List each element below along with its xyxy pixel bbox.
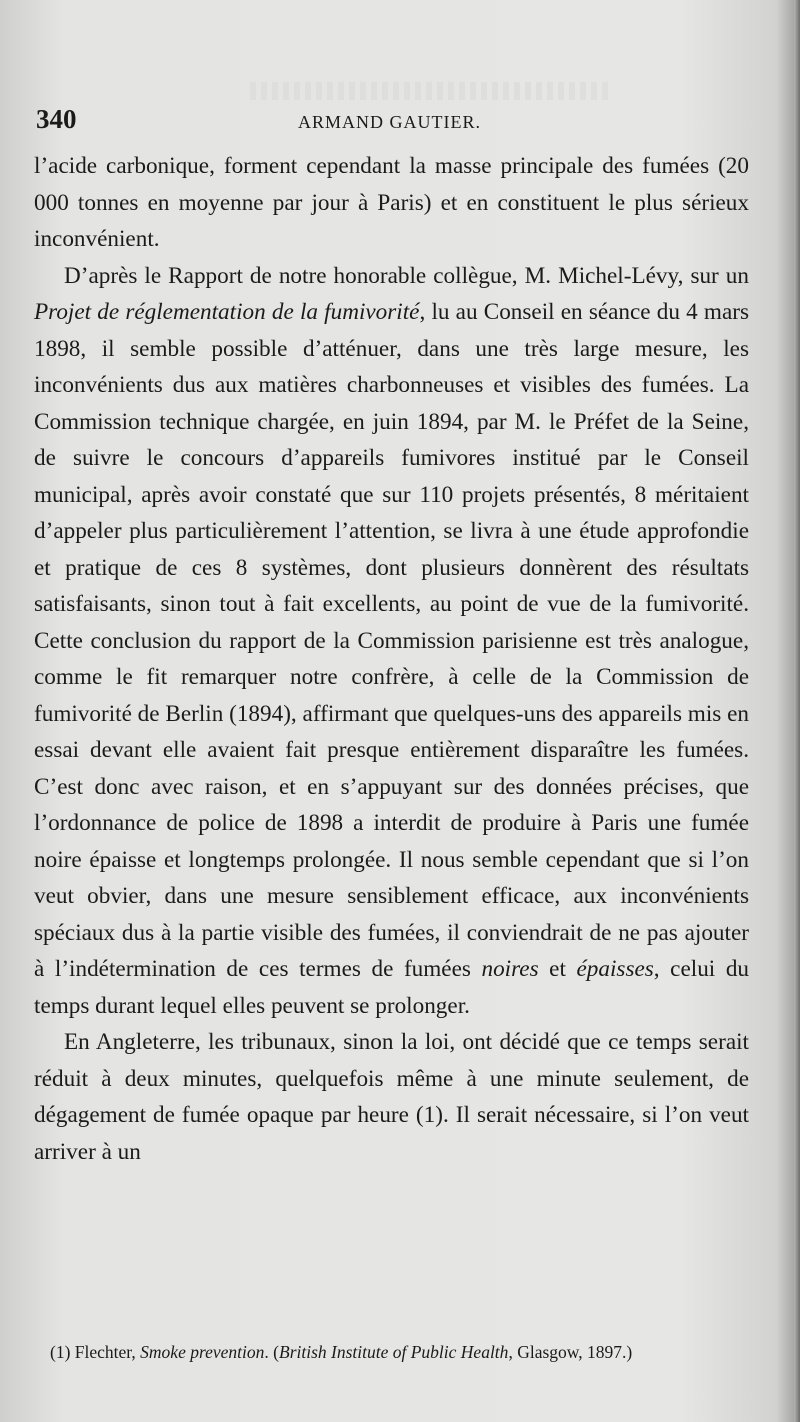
paragraph-3: En Angleterre, les tribunaux, sinon la loi, ont décidé que ce temps serait réduit à deux minutes, quelquefois même à une minute seulement, de dégagement de fumée opaque par heure (1). Il serait nécessaire, si l’on veut arriver à un <box>34 1029 749 1165</box>
body-text <box>34 148 749 1170</box>
p2-text-a: D’après le Rapport de notre honorable collègue, M. Michel-Lévy, sur un <box>64 262 749 289</box>
running-title: ARMAND GAUTIER. <box>298 112 481 132</box>
page-number: 340 <box>36 104 77 134</box>
p2-italic-epaisses: épaisses <box>576 956 654 982</box>
scan-edge <box>794 0 800 1422</box>
fn-text-a: (1) Flechter, <box>50 1342 141 1362</box>
footnote <box>50 1340 750 1364</box>
paragraph-2 <box>34 258 749 1025</box>
fn-italic-institute: British Institute of Public Health <box>279 1342 509 1362</box>
fn-text-e: , Glasgow, 1897.) <box>508 1342 633 1362</box>
fn-text-c: . ( <box>264 1342 279 1362</box>
p2-text-e: et <box>538 956 577 982</box>
paragraph-1: l’acide carbonique, forment cependant la masse principale des fumées (20 000 tonnes en moyenne par jour à Paris) et en constituent le plus sérieux inconvénient. <box>34 153 749 252</box>
fn-italic-title: Smoke prevention <box>140 1342 265 1362</box>
show-through-text <box>250 82 610 100</box>
p2-italic-noires: noires <box>481 956 539 982</box>
p2-text-c: , lu au Conseil en séance du 4 mars 1898, il semble possible d’atténuer, dans une très large mesure, les inconvénients dus aux matières charbonneuses et visibles des fumées. La Commission technique chargée, en juin 1894, par M. le Préfet de la Seine, de suivre le concours d’appareils fumivores institué par le Conseil municipal, après avoir constaté que sur 110 projets présentés, 8 méritaient d’appeler plus particulièrement l’attention, se livra à une étude approfondie et pratique de ces 8 systèmes, dont plusieurs donnèrent des résultats satisfaisants, sinon tout à fait excellents, au point de vue de la fumivorité. Cette conclusion du rapport de la Commission parisienne est très analogue, comme le fit remarquer notre confrère, à celle de la Commission de fumivorité de Berlin (1894), affirmant que quelques-uns des appareils mis en essai devant elle avaient fait presque entièrement disparaître les fumées. C’est donc avec raison, et en s’appuyant sur des données précises, que l’ordonnance de police de 1898 a interdit de produire à Paris une fumée noire épaisse et longtemps prolongée. Il nous semble cependant que si l’on veut obvier, dans une mesure sensiblement efficace, aux inconvénients spéciaux dus à la partie visible des fumées, il conviendrait de ne pas ajouter à l’indétermination de ces termes de fumées <box>34 299 749 982</box>
p2-italic-title: Projet de réglementation de la fumivorité <box>34 299 420 325</box>
p2-text-g: , celui du temps durant lequel elles peuvent se prolonger. <box>34 956 750 1019</box>
running-head <box>36 104 760 138</box>
